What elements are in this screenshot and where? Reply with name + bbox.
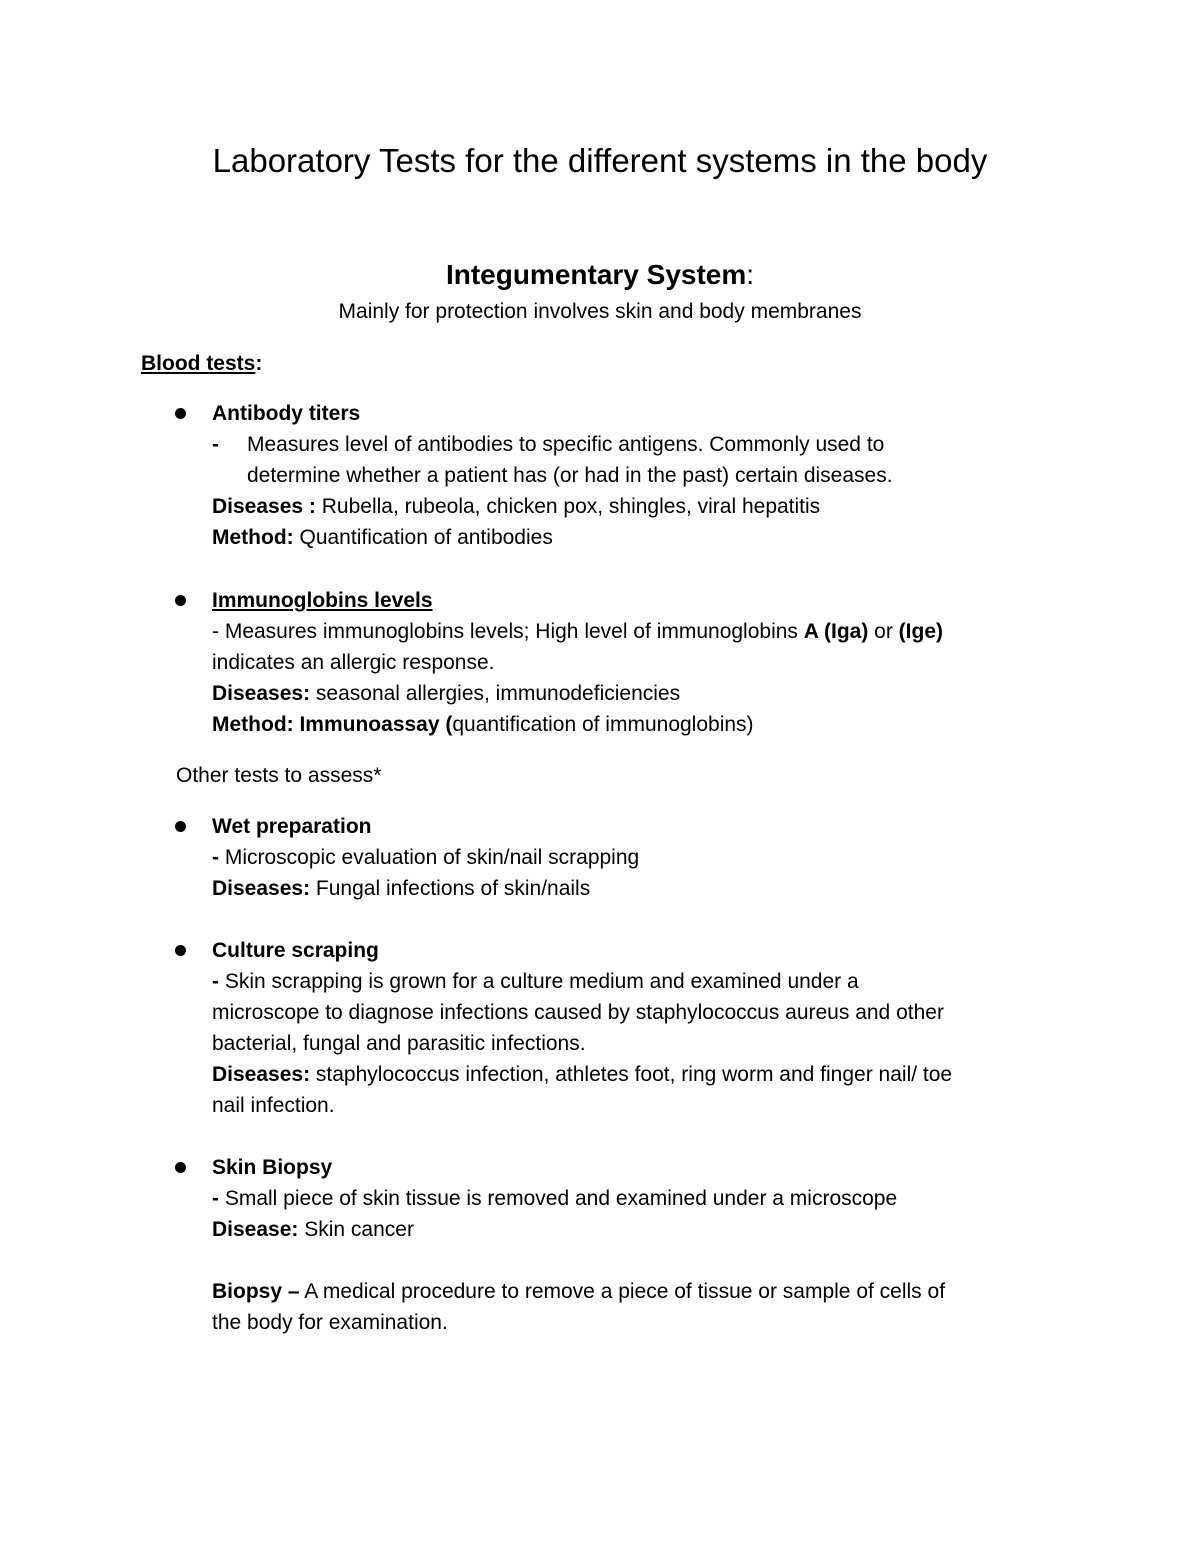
culture-diseases-line2: nail infection. — [212, 1094, 335, 1117]
skin-biopsy-name: Skin Biopsy — [212, 1156, 333, 1179]
document-title: Laboratory Tests for the different systems in the body — [212, 142, 988, 179]
blood-tests-heading — [141, 348, 262, 379]
diseases-label: Diseases: — [212, 877, 311, 900]
biopsy-definition-line2: the body for examination. — [212, 1311, 448, 1334]
antibody-diseases — [212, 491, 820, 522]
bullet-icon — [175, 821, 186, 832]
immunoglobins-method — [212, 709, 754, 740]
culture-diseases-line1 — [212, 1059, 952, 1090]
dash-marker: - — [212, 1187, 219, 1210]
section-heading — [0, 257, 1200, 293]
immuno-desc-prefix: - Measures immunoglobins levels; High level of immunoglobins — [212, 620, 804, 643]
section-heading-colon: : — [746, 259, 755, 290]
diseases-value: Rubella, rubeola, chicken pox, shingles, viral hepatitis — [315, 495, 821, 518]
antibody-desc-line1: Measures level of antibodies to specific antigens. Commonly used to — [247, 433, 885, 456]
diseases-value: Fungal infections of skin/nails — [310, 877, 591, 900]
desc-text: Microscopic evaluation of skin/nail scrapping — [219, 846, 640, 869]
immuno-ige: (Ige) — [898, 620, 943, 643]
blood-tests-label: Blood tests — [141, 352, 256, 375]
diseases-label: Diseases: — [212, 682, 311, 705]
diseases-label: Diseases : — [212, 495, 316, 518]
culture-desc-line3: bacterial, fungal and parasitic infections. — [212, 1032, 586, 1055]
desc-text: Small piece of skin tissue is removed and examined under a microscope — [219, 1187, 898, 1210]
wet-preparation-name: Wet preparation — [212, 815, 372, 838]
bullet-icon — [175, 408, 186, 419]
diseases-value: seasonal allergies, immunodeficiencies — [310, 682, 681, 705]
dash-marker: - — [212, 970, 219, 993]
culture-scraping-name: Culture scraping — [212, 939, 379, 962]
immunoglobins-desc-line2: indicates an allergic response. — [212, 651, 495, 674]
other-tests-label: Other tests to assess* — [176, 764, 382, 787]
skin-biopsy-desc — [212, 1183, 897, 1214]
section-heading-text: Integumentary System — [445, 259, 747, 290]
dash-marker: - — [212, 846, 219, 869]
disease-label: Disease: — [212, 1218, 299, 1241]
disease-value: Skin cancer — [298, 1218, 414, 1241]
wet-preparation-desc — [212, 842, 639, 873]
dash-marker: - — [212, 433, 219, 456]
immunoglobins-desc-line1 — [212, 616, 943, 647]
immunoglobins-diseases — [212, 678, 680, 709]
method-value: quantification of immunoglobins) — [452, 713, 754, 736]
blood-tests-colon: : — [255, 352, 263, 375]
bullet-icon — [175, 1162, 186, 1173]
desc-text: Skin scrapping is grown for a culture medium and examined under a — [219, 970, 859, 993]
biopsy-term: Biopsy – — [212, 1280, 300, 1303]
antibody-desc-line2: determine whether a patient has (or had in the past) certain diseases. — [247, 464, 893, 487]
antibody-method — [212, 522, 553, 553]
biopsy-definition-line1 — [212, 1276, 945, 1307]
antibody-titers-name: Antibody titers — [212, 402, 361, 425]
diseases-value: staphylococcus infection, athletes foot, ring worm and finger nail/ toe — [310, 1063, 953, 1086]
section-subtitle: Mainly for protection involves skin and body membranes — [338, 300, 862, 323]
diseases-label: Diseases: — [212, 1063, 311, 1086]
immuno-iga: A (Iga) — [803, 620, 869, 643]
bullet-icon — [175, 945, 186, 956]
skin-biopsy-disease — [212, 1214, 414, 1245]
culture-desc-line1 — [212, 966, 859, 997]
method-label: Method: Immunoassay ( — [212, 713, 453, 736]
method-value: Quantification of antibodies — [293, 526, 553, 549]
wet-preparation-diseases — [212, 873, 590, 904]
bullet-icon — [175, 595, 186, 606]
culture-desc-line2: microscope to diagnose infections caused by staphylococcus aureus and other — [212, 1001, 944, 1024]
immuno-or: or — [868, 620, 899, 643]
biopsy-def-text: A medical procedure to remove a piece of tissue or sample of cells of — [299, 1280, 946, 1303]
immunoglobins-name: Immunoglobins levels — [212, 589, 433, 612]
method-label: Method: — [212, 526, 294, 549]
